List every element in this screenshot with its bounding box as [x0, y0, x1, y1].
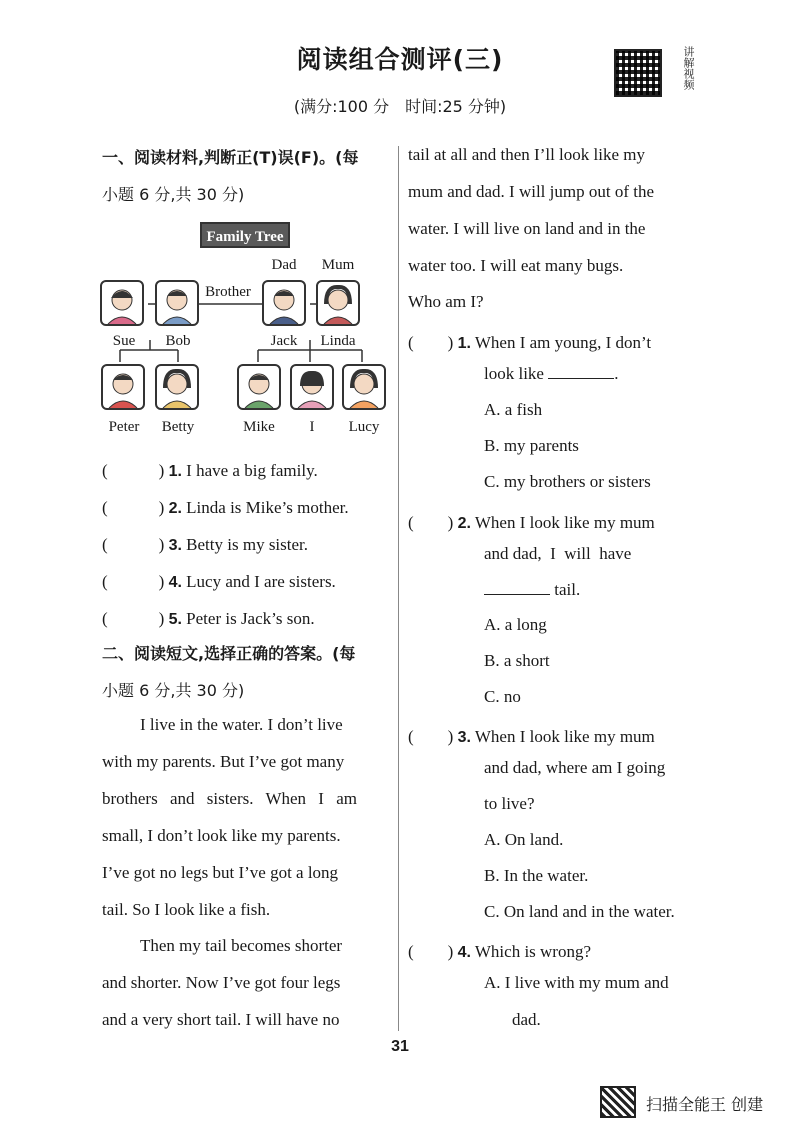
linda-avatar [316, 280, 360, 326]
passage-line: tail at all and then I’ll look like my [408, 145, 645, 164]
s1-question-4: ( ) 4. Lucy and I are sisters. [102, 572, 336, 591]
answer-blank[interactable]: ( ) [102, 609, 165, 628]
scanner-watermark: 扫描全能王 创建 [646, 1095, 764, 1114]
person-label-betty: Betty [161, 419, 195, 435]
answer-blank[interactable]: ( ) [102, 535, 165, 554]
passage-line: mum and dad. I will jump out of the [408, 182, 654, 201]
s2-question-1: ( ) 1. When I am young, I don’t [408, 333, 652, 352]
s1-question-1: ( ) 1. I have a big family. [102, 461, 318, 480]
section2-heading: 二、阅读短文,选择正确的答案。(每 [102, 644, 356, 663]
lucy-avatar [342, 364, 386, 410]
s2-question-3-cont2: to live? [484, 794, 535, 813]
page-subtitle: (满分:100 分 时间:25 分钟) [293, 97, 507, 116]
qr-caption: 讲解视频 [682, 46, 695, 90]
peter-avatar [101, 364, 145, 410]
person-label-linda: Linda [320, 333, 356, 349]
passage-line: brothers and sisters. When I am [102, 789, 357, 808]
option-c[interactable]: C. my brothers or sisters [484, 472, 651, 491]
passage-line: I’ve got no legs but I’ve got a long [102, 863, 339, 882]
s2-question-3-cont: and dad, where am I going [484, 758, 666, 777]
option-a[interactable]: A. a long [484, 615, 547, 634]
person-label-sue: Sue [112, 333, 136, 349]
fill-blank[interactable] [484, 580, 550, 595]
option-a[interactable]: A. I live with my mum and [484, 973, 669, 992]
option-b[interactable]: B. my parents [484, 436, 579, 455]
page-number: 31 [391, 1038, 409, 1055]
answer-blank[interactable]: ( ) [102, 461, 165, 480]
brother-label: Brother [205, 284, 251, 300]
jack-avatar [262, 280, 306, 326]
s1-question-2: ( ) 2. Linda is Mike’s mother. [102, 498, 349, 517]
section1-heading: 一、阅读材料,判断正(T)误(F)。(每 [102, 148, 359, 167]
answer-blank[interactable]: ( ) [408, 727, 454, 746]
mike-avatar [237, 364, 281, 410]
passage-line: Then my tail becomes shorter [140, 936, 343, 955]
s2-question-4: ( ) 4. Which is wrong? [408, 942, 592, 961]
family-tree-label: Family Tree [200, 222, 290, 248]
person-label-bob: Bob [165, 333, 191, 349]
passage-line: with my parents. But I’ve got many [102, 752, 345, 771]
fill-blank[interactable] [548, 364, 614, 379]
option-b[interactable]: B. In the water. [484, 866, 589, 885]
option-b[interactable]: B. a short [484, 651, 550, 670]
person-label-peter: Peter [108, 419, 140, 435]
s1-question-3: ( ) 3. Betty is my sister. [102, 535, 309, 554]
passage-line: water too. I will eat many bugs. [408, 256, 624, 275]
passage-line: tail. So I look like a fish. [102, 900, 271, 919]
s2-question-1-cont: look like . [484, 364, 619, 383]
qr-code-icon[interactable] [614, 49, 662, 97]
option-a[interactable]: A. On land. [484, 830, 564, 849]
person-label-mike: Mike [243, 419, 275, 435]
answer-blank[interactable]: ( ) [408, 942, 454, 961]
option-c[interactable]: C. On land and in the water. [484, 902, 675, 921]
scanner-qr-icon [600, 1086, 636, 1118]
betty-avatar [155, 364, 199, 410]
s1-question-5: ( ) 5. Peter is Jack’s son. [102, 609, 315, 628]
s2-question-2: ( ) 2. When I look like my mum [408, 513, 655, 532]
answer-blank[interactable]: ( ) [102, 498, 165, 517]
answer-blank[interactable]: ( ) [408, 333, 454, 352]
section2-heading-cont: 小题 6 分,共 30 分) [102, 681, 245, 700]
option-a[interactable]: A. a fish [484, 400, 543, 419]
person-label-dad: Dad [271, 257, 297, 273]
person-label-jack: Jack [270, 333, 298, 349]
bob-avatar [155, 280, 199, 326]
answer-blank[interactable]: ( ) [408, 513, 454, 532]
section1-heading-cont: 小题 6 分,共 30 分) [102, 185, 245, 204]
me-avatar [290, 364, 334, 410]
s2-question-3: ( ) 3. When I look like my mum [408, 727, 655, 746]
option-c[interactable]: C. no [484, 687, 521, 706]
passage-line: water. I will live on land and in the [408, 219, 646, 238]
person-label-mum: Mum [321, 257, 355, 273]
passage-line: and a very short tail. I will have no [102, 1010, 340, 1029]
answer-blank[interactable]: ( ) [102, 572, 165, 591]
sue-avatar [100, 280, 144, 326]
passage-line: and shorter. Now I’ve got four legs [102, 973, 341, 992]
passage-line: Who am I? [408, 292, 484, 311]
s2-question-2-cont2: tail. [484, 580, 580, 600]
passage-line: small, I don’t look like my parents. [102, 826, 341, 845]
page-title: 阅读组合测评(三) [296, 45, 504, 74]
person-label-i: I [309, 419, 315, 435]
person-label-lucy: Lucy [348, 419, 380, 435]
option-a-cont: dad. [512, 1010, 541, 1029]
passage-line: I live in the water. I don’t live [140, 715, 343, 734]
s2-question-2-cont: and dad, I will have [484, 544, 632, 563]
